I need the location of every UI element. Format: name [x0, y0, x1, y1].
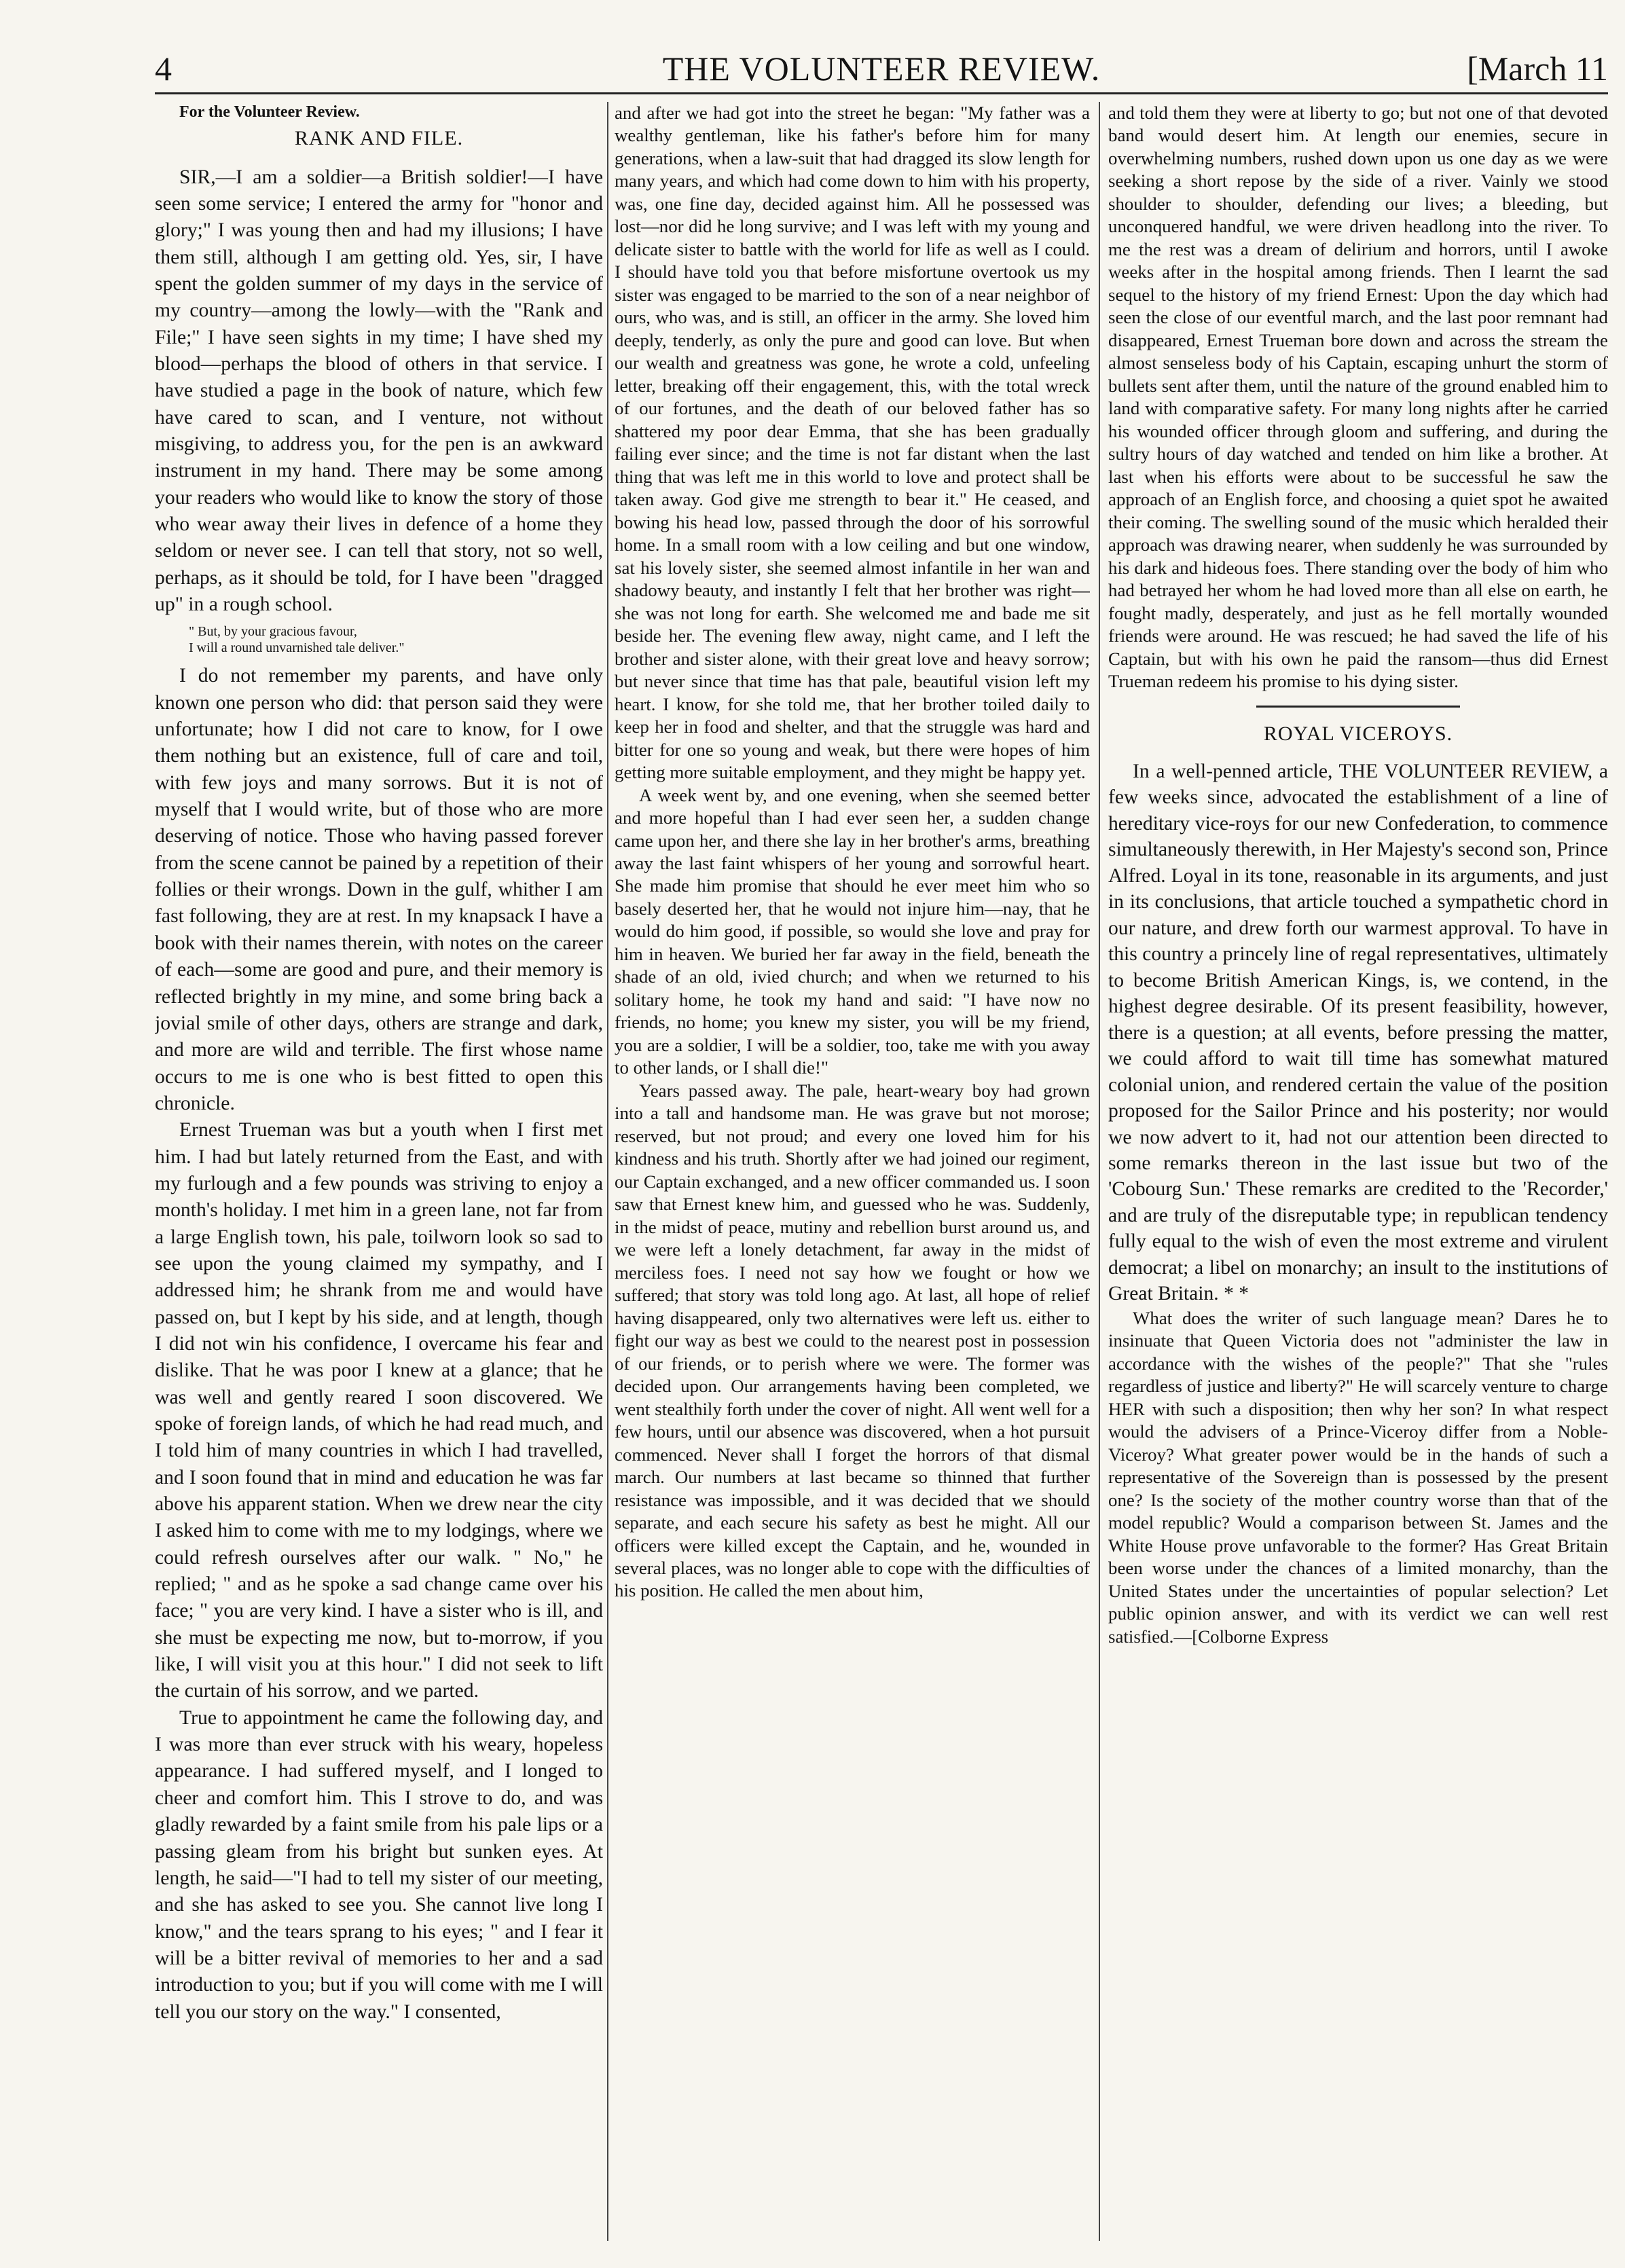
verse-line: " But, by your gracious favour, [189, 624, 357, 640]
column-rule [607, 102, 608, 2241]
article-title: RANK AND FILE. [294, 126, 464, 149]
paragraph: I do not remember my parents, and have only known one person who did: that person said they were unfortunate; how I did not care to know, for I owe them nothing but an existence, full of care and toil, with few joys and many sorrows. But it is not of myself that I would write, but of those who are more deserving of notice. Those who having passed forever from the scene cannot be pained by a repetition of their follies or their wrongs. Down in the gulf, whither I am fast following, they are at rest. In my knapsack I have a book with their names therein, with notes on the career of each—some are good and pure, and their memory is reflected brightly in my mine, and some bring back a jovial smile of other days, others are strange and dark, and more are wild and terrible. The first whose name occurs to me is one who is best fitted to open this chronicle. [155, 665, 603, 1114]
paragraph: What does the writer of such language mean? Dares he to insinuate that Queen Victoria does not "administer the law in accordance with the wishes of the people?" That she "rules regardless of justice and liberty?" He will scarcely venture to charge HER with such a disposition; then why her son? In what respect would the advisers of a Prince-Viceroy differ from a Noble-Viceroy? What greater power would be in the hands of such a representative of the Sovereign than is possessed by the present one? Is the society of the mother country worse than that of the model republic? Would a comparison between St. James and the White House prove unfavorable to the former? Has Great Britain been worse under the chances of a limited monarchy, than the United States under the uncertainties of popular selection? Let public opinion answer, and with its verdict we can well rest satisfied.—[Colborne Express [1108, 1307, 1608, 1647]
verse-quote [189, 623, 603, 656]
paragraph: SIR,—I am a soldier—a British soldier!—I have seen some service; I entered the army for "honor and glory;" I was young then and had my illusions; I have them still, although I am getting old. Yes, sir, I have spent the golden summer of my days in the service of my country—among the lowly—with the "Rank and File;" I have seen sights in my time; I have shed my blood—perhaps the blood of others in that service. I have studied a page in the book of nature, which few have cared to scan, and I venture, not without misgiving, to address you, for the pen is an awkward instrument in my hand. There may be some among your readers who would like to know the story of those who wear away their lives in defence of a home they seldom or never see. I can tell that story, not so well, perhaps, as it should be told, for I have been "dragged up" in a rough school. [155, 166, 603, 616]
paragraph: and told them they were at liberty to go; but not one of that devoted band would desert him. At length our enemies, secure in overwhelming numbers, rushed down upon us one day as we were seeking a short repose by the side of a river. Vainly we stood shoulder to shoulder, defending our lives; a bleeding, but unconquered handful, we were driven headlong into the river. To me the rest was a dream of delirium and horrors, until I awoke weeks after in the hospital among friends. Then I learnt the sad sequel to the history of my friend Ernest: Upon the day which had seen the close of our eventful march, and the last poor remnant had disappeared, Ernest Trueman bore down and across the stream the almost senseless body of his Captain, escaping unhurt the storm of bullets sent after them, until the nature of the ground enabled him to land with comparative safety. For many long nights after he carried his wounded officer through gloom and suffering, and during the sultry hours of day watched and tended on him like a brother. At last when his efforts were about to be successful he saw the approach of an English force, and choosing a quiet spot he awaited their coming. The swelling sound of the music which heralded their approach was drawing nearer, when suddenly he was surrounded by his dark and hideous foes. There standing over the body of him who had betrayed her whom he had loved more than all else on earth, he fought madly, desperately, and just as he fell mortally wounded friends were around. He was rescued; he had saved the life of his Captain, but with his own he paid the ransom—thus did Ernest Trueman redeem his promise to his dying sister. [1108, 103, 1608, 692]
paragraph: Ernest Trueman was but a youth when I first met him. I had but lately returned from the East, and with my furlough and a few pounds was striving to enjoy a month's holiday. I met him in a green lane, not far from a large English town, his pale, toilworn look so sad to see upon the young claimed my sympathy, and I addressed him; he shrank from me and would have passed on, but I kept by his side, and at length, though I did not win his confidence, I overcame his fear and dislike. That he was poor I knew at a glance; that he was well and gently reared I soon discovered. We spoke of foreign lands, of which he had read much, and I told him of many countries in which I had travelled, and I soon found that in mind and education he was far above his apparent station. When we drew near the city I asked him to come with me to my lodgings, where we could refresh ourselves after our walk. " No," he replied; " and as he spoke a sad change came over his face; " you are very kind. I have a sister who is ill, and she must be expecting me now, but to-morrow, if you like, I will visit you at this hour." I did not seek to lift the curtain of his sorrow, and we parted. [155, 1119, 603, 1702]
column-1 [155, 102, 603, 2241]
section-divider [1256, 706, 1460, 708]
column-3 [1108, 102, 1608, 2241]
paragraph: True to appointment he came the following day, and I was more than ever struck with his weary, hopeless appearance. I had suffered myself, and I longed to cheer and comfort him. This I strove to do, and was gladly rewarded by a faint smile from his pale lips or a passing gleam from his bright but sunken eyes. At length, he said—"I had to tell my sister of our meeting, and she has asked to see you. She cannot live long I know," and the tears sprang to his eyes; " and I fear it will be a bitter revival of memories to her and a sad introduction to you; but if you will come with me I will tell you our story on the way." I consented, [155, 1706, 603, 2023]
masthead [155, 49, 1608, 94]
article-credit: For the Volunteer Review. [179, 103, 360, 121]
page-number: 4 [155, 50, 172, 88]
column-2 [615, 102, 1090, 2241]
paragraph: Years passed away. The pale, heart-weary boy had grown into a tall and handsome man. He was grave but not morose; reserved, but not proud; and every one loved him for his kindness and his truth. Shortly after we had joined our regiment, our Captain exchanged, and a new officer commanded us. I soon saw that Ernest knew him, and guessed who he was. Suddenly, in the midst of peace, mutiny and rebellion burst around us, and we were left a lonely detachment, far away in the midst of merciless foes. I need not say how we fought or how we suffered; that story was told long ago. At last, all hope of relief having disappeared, only two alternatives were left us. either to fight our way as best we could to the nearest post in possession of our friends, or to perish where we were. The former was decided upon. Our arrangements having been completed, we went stealthily forth under the cover of night. All went well for a few hours, until our absence was discovered, when a hot pursuit commenced. Never shall I forget the horrors of that dismal march. Our numbers at last became so thinned that further resistance was impossible, and it was decided that we should separate, and each secure his safety as best he might. All our officers were killed except the Captain, and he, wounded in several places, was no longer able to cope with the difficulties of his position. He called the men about him, [615, 1080, 1090, 1601]
article-title: ROYAL VICEROYS. [1263, 722, 1453, 745]
newspaper-title: THE VOLUNTEER REVIEW. [662, 50, 1101, 88]
paragraph: and after we had got into the street he began: "My father was a wealthy gentleman, like his father's before him for many generations, when a law-suit that had dragged its slow length for many years, and which had come down to him with his property, was, one fine day, decided against him. All he possessed was lost—nor did he long survive; and I was left with my young and delicate sister to battle with the world for life as well as I could. I should have told you that before misfortune overtook us my sister was engaged to be married to the son of a near neighbor of ours, who was, and is still, an officer in the army. She loved him deeply, tenderly, as only the pure and good can love. But when our wealth and greatness was gone, he wrote a cold, unfeeling letter, breaking off their engagement, this, with the total wreck of our fortunes, and the death of our beloved father has so shattered my poor dear Emma, that she has been gradually failing ever since; and the time is not far distant when the last thing that was left me in this world to love and protect shall be taken away. God give me strength to bear it." He ceased, and bowing his head low, passed through the door of his sorrowful home. In a small room with a low ceiling and but one window, sat his lovely sister, she seemed almost infantile in her wan and shadowy beauty, and instantly I felt that her brother was right—she was not long for earth. She welcomed me and bade me sit beside her. The evening flew away, night came, and I left the brother and sister alone, with their great love and heavy sorrow; but never since that time has that pale, beautiful vision left my heart. I know, for she told me, that her brother toiled daily to keep her in food and shelter, and that the struggle was hard and bitter for one so young and weak, but there were hopes of him getting more suitable employment, and they might be happy yet. [615, 103, 1090, 783]
issue-date: [March 11 [1467, 50, 1608, 88]
column-rule [1099, 102, 1100, 2241]
verse-line: I will a round unvarnished tale deliver." [189, 640, 405, 656]
paragraph: A week went by, and one evening, when she seemed better and more hopeful than I had ever seen her, a sudden change came upon her, and there she lay in her brother's arms, breathing away the last faint whispers of her young and sorrowful heart. She made him promise that should he ever meet him who so basely deserted her, that he would not injure him—nay, that he would do him good, if possible, so would she love and pray for him in heaven. We buried her far away in the field, beneath the shade of an old, ivied church; and when we returned to his solitary home, he took my hand and said: "I have now no friends, no home; you knew my sister, you will be my friend, you are a soldier, I will be a soldier, too, take me with you away to other lands, or I shall die!" [615, 784, 1090, 1078]
paragraph: In a well-penned article, THE VOLUNTEER REVIEW, a few weeks since, advocated the establishment of a line of hereditary vice-roys for our new Confederation, to commence simultaneously therewith, in Her Majesty's second son, Prince Alfred. Loyal in its tone, reasonable in its arguments, and just in its conclusions, that article touched a sympathetic chord in our nature, and drew forth our warmest approval. To have in this country a princely line of regal representatives, ultimately to become British American Kings, is, we contend, in the highest degree desirable. Of its present feasibility, however, there is a question; at all events, before pressing the matter, we could afford to wait till time has somewhat matured colonial union, and rendered certain the value of the position proposed for the Sailor Prince and his posterity; nor would we now advert to it, had not our attention been directed to some remarks thereon in the last issue but two of the 'Cobourg Sun.' These remarks are credited to the 'Recorder,' and are truly of the disreputable type; in republican tendency fully equal to the wish of even the most extreme and virulent democrat; a libel on monarchy; an insult to the institutions of Great Britain. * * [1108, 760, 1608, 1305]
